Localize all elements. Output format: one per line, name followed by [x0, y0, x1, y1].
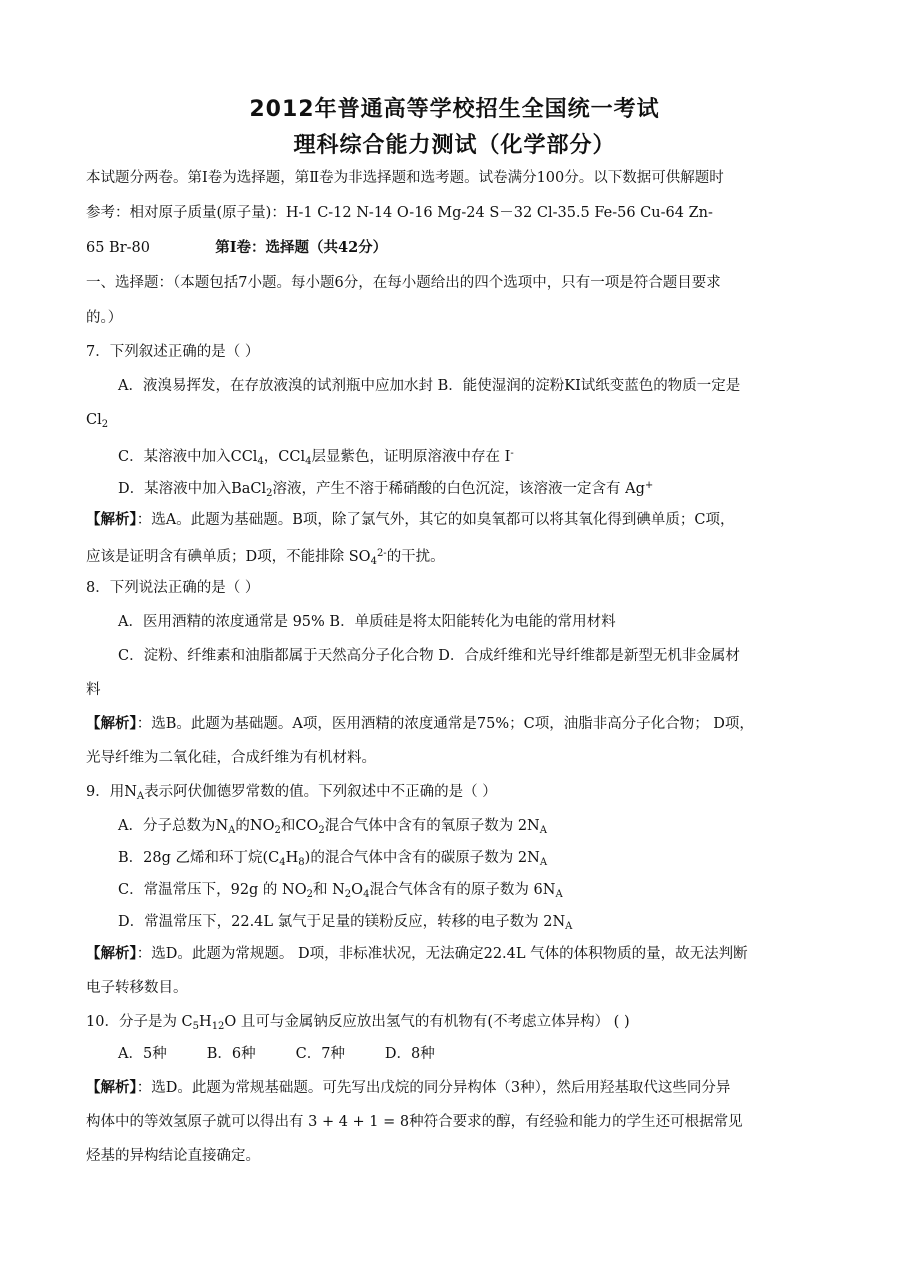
- q10-stem-3: O 且可与金属钠反应放出氢气的有机物有(不考虑立体异构） ( ): [224, 1014, 630, 1030]
- q10-stem-1: 10．分子是为 C: [86, 1014, 193, 1030]
- q7-option-b-cont: [86, 410, 826, 435]
- q7-answer-sup: 2-: [376, 548, 387, 559]
- q8-answer-text-1: ：选B。此题为基础题。A项，医用酒精的浓度通常是75%；C项，油脂非高分子化合物； D项，: [136, 716, 754, 732]
- intro-line-2: 参考：相对原子质量(原子量)：H-1 C-12 N-14 O-16 Mg-24 S－32 Cl-35.5 Fe-56 Cu-64 Zn-: [86, 205, 713, 221]
- q8-option-d-cont: 料: [86, 682, 101, 698]
- q7-d-sub: 2: [266, 488, 273, 499]
- q10-option-d: D．8种: [384, 1046, 435, 1062]
- q10-option-a: A．5种: [118, 1046, 167, 1062]
- q8-option-ab: A．医用酒精的浓度通常是 95% B．单质硅是将太阳能转化为电能的常用材料: [118, 614, 616, 630]
- q10-answer-1: [86, 1078, 826, 1098]
- q7-cl-text: Cl: [86, 412, 102, 428]
- q7-d-sup: +: [644, 480, 654, 491]
- q9-c-2s: 2: [344, 889, 352, 900]
- q8-stem: 8．下列说法正确的是（ ）: [86, 580, 260, 596]
- q9-b-3s: A: [539, 857, 548, 868]
- q9-c-4s: A: [555, 889, 563, 900]
- q7-answer-text-2a: 应该是证明含有碘单质；D项，不能排除 SO: [86, 549, 371, 565]
- q7-c-sub-1: 4: [257, 456, 264, 467]
- q9-a-4: 混合气体中含有的氧原子数为 2N: [324, 818, 540, 834]
- q9-answer-text-1: ：选D。此题为常规题。 D项，非标准状况，无法确定22.4L 气体的体积物质的量，故无法判断: [136, 946, 748, 962]
- q9-a-2s: 2: [274, 825, 281, 836]
- q9-stem-sub: A: [136, 791, 145, 802]
- q9-c-1: C．常温常压下，92g 的 NO: [118, 882, 307, 898]
- q10-option-c: C．7种: [295, 1046, 345, 1062]
- q9-c-4: 混合气体含有的原子数为 6N: [369, 882, 556, 898]
- atomic-mass-tail: 65 Br-80: [86, 240, 150, 256]
- q7-c-sup: -: [510, 448, 514, 459]
- q8-option-cd: C．淀粉、纤维素和油脂都属于天然高分子化合物 D．合成纤维和光导纤维都是新型无机非金属材: [118, 648, 740, 664]
- q9-a-2: 的NO: [235, 818, 275, 834]
- q9-b-1: B．28g 乙烯和环丁烷(C: [118, 850, 280, 866]
- q9-a-4s: A: [539, 825, 547, 836]
- exam-subtitle: 理科综合能力测试（化学部分）: [293, 133, 616, 158]
- q10-stem: [86, 1012, 826, 1037]
- part-one-heading: 第Ⅰ卷：选择题（共42分）: [215, 239, 388, 256]
- intro-line-3: [86, 238, 826, 258]
- q10-options: [118, 1044, 858, 1064]
- q9-b-3: )的混合气体中含有的碳原子数为 2N: [304, 850, 540, 866]
- q9-b-2: H: [285, 850, 299, 866]
- q7-option-ab: A．液溴易挥发，在存放液溴的试剂瓶中应加水封 B．能使湿润的淀粉KI试纸变蓝色的物质一定是: [118, 378, 741, 394]
- q9-option-d: [118, 912, 858, 937]
- q10-answer-3: 烃基的异构结论直接确定。: [86, 1148, 260, 1164]
- q7-c-text-3: 层显紫色，证明原溶液中存在 I: [311, 449, 511, 465]
- q9-d-1: D．常温常压下，22.4L 氯气于足量的镁粉反应，转移的电子数为 2N: [118, 914, 566, 930]
- q9-stem: [86, 782, 826, 807]
- q9-option-a: [118, 816, 858, 841]
- q9-b-2s: 8: [298, 857, 305, 868]
- q9-c-3: O: [351, 882, 364, 898]
- q7-stem: 7．下列叙述正确的是（ ）: [86, 344, 260, 360]
- q7-cl-sub: 2: [101, 419, 109, 430]
- q7-option-d: [118, 476, 858, 504]
- section-instructions-1: 一、选择题：（本题包括7小题。每小题6分，在每小题给出的四个选项中，只有一项是符合题目要求: [86, 275, 721, 291]
- q8-answer-1: [86, 714, 826, 734]
- q9-c-1s: 2: [306, 889, 313, 900]
- q9-a-1: A．分子总数为N: [118, 818, 229, 834]
- q7-c-sub-2: 4: [305, 456, 312, 467]
- q9-a-3: 和CO: [280, 818, 319, 834]
- q7-d-text-2: 溶液，产生不溶于稀硝酸的白色沉淀，该溶液一定含有 Ag: [272, 481, 645, 497]
- q8-answer-label: 【解析】: [86, 715, 137, 732]
- q9-answer-label: 【解析】: [86, 945, 137, 962]
- q9-option-b: [118, 848, 858, 873]
- q10-stem-1s: 5: [192, 1021, 200, 1032]
- q9-answer-1: [86, 944, 826, 964]
- q7-answer-sub: 4: [370, 556, 377, 567]
- q9-stem-text-1: 9．用N: [86, 784, 137, 800]
- q10-option-b: B．6种: [206, 1046, 256, 1062]
- q9-option-c: [118, 880, 858, 905]
- q9-b-1s: 4: [279, 857, 286, 868]
- q7-answer-label: 【解析】: [86, 511, 137, 528]
- q10-stem-2: H: [199, 1014, 212, 1030]
- q8-answer-2: 光导纤维为二氧化硅，合成纤维为有机材料。: [86, 750, 376, 766]
- exam-title: 2012年普通高等学校招生全国统一考试: [249, 97, 660, 122]
- q10-answer-text-1: ：选D。此题为常规基础题。可先写出戊烷的同分异构体（3种），然后用羟基取代这些同分异: [136, 1080, 731, 1096]
- q9-a-1s: A: [228, 825, 236, 836]
- q7-answer-1: [86, 510, 826, 530]
- q10-answer-label: 【解析】: [86, 1079, 137, 1096]
- q7-d-text-1: D．某溶液中加入BaCl: [118, 481, 267, 497]
- q7-answer-text-1: ：选A。此题为基础题。B项，除了氯气外，其它的如臭氧都可以将其氧化得到碘单质；C项，: [136, 512, 735, 528]
- q7-answer-2: [86, 544, 826, 572]
- q7-c-text-1: C．某溶液中加入CCl: [118, 449, 258, 465]
- section-instructions-2: 的。）: [86, 310, 123, 326]
- q9-c-2: 和 N: [313, 882, 345, 898]
- q7-answer-text-2b: 的干扰。: [386, 549, 445, 565]
- intro-line-1: 本试题分两卷。第Ⅰ卷为选择题，第Ⅱ卷为非选择题和选考题。试卷满分100分。以下数据可供解题时: [86, 170, 724, 186]
- q7-option-c: [118, 444, 858, 472]
- q9-answer-2: 电子转移数目。: [86, 980, 188, 996]
- q9-d-1s: A: [565, 921, 573, 932]
- q9-stem-text-2: 表示阿伏伽德罗常数的值。下列叙述中不正确的是（ ）: [144, 784, 497, 800]
- q7-c-text-2: ，CCl: [263, 449, 306, 465]
- q9-a-3s: 2: [318, 825, 325, 836]
- q10-answer-2: 构体中的等效氢原子就可以得出有 3 + 4 + 1 = 8种符合要求的醇，有经验和能力的学生还可根据常见: [86, 1114, 743, 1130]
- q10-stem-2s: 12: [211, 1021, 225, 1032]
- q9-c-3s: 4: [363, 889, 370, 900]
